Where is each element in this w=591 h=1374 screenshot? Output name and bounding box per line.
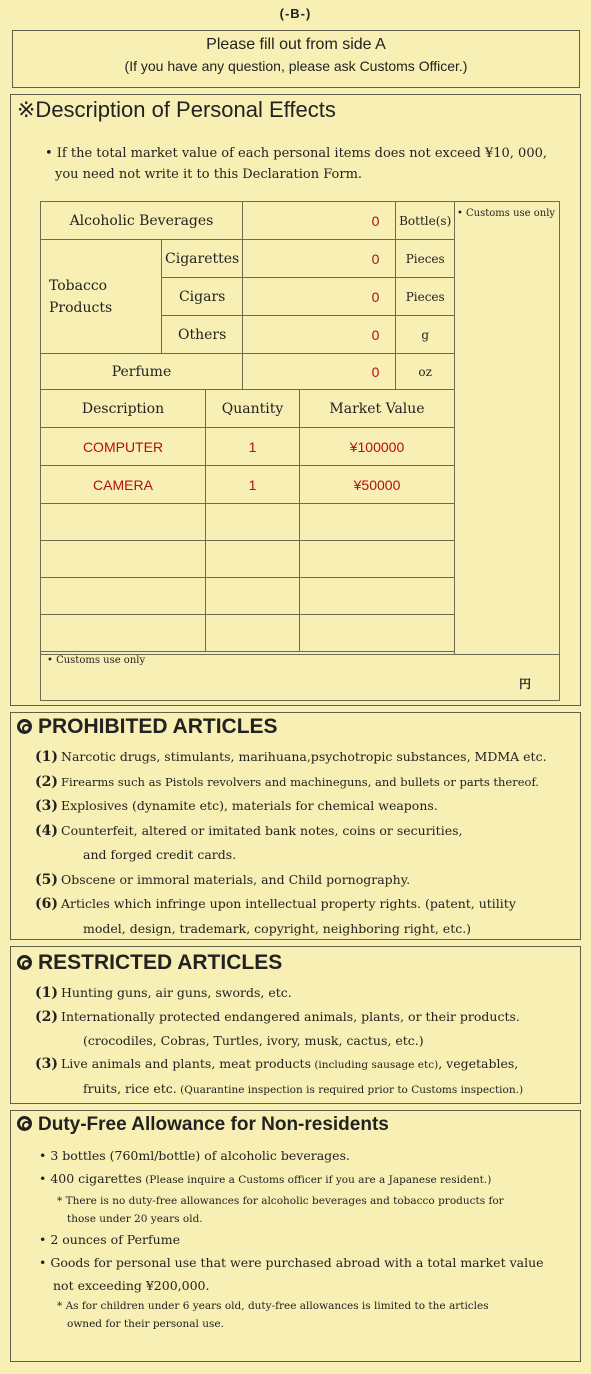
yen-mark: 円: [519, 677, 532, 691]
customs-use-note-top: • Customs use only: [456, 208, 556, 219]
goods-quantity-table: [40, 201, 455, 390]
item-number: (6): [35, 896, 58, 912]
item-number: (3): [35, 798, 58, 814]
item-text: Explosives (dynamite etc), materials for chemical weapons.: [61, 798, 438, 813]
list-item: [35, 981, 523, 1005]
list-item: [35, 794, 547, 819]
item-text-tail: , vegetables,: [438, 1056, 519, 1071]
others-unit: g: [396, 316, 455, 354]
cigars-value: 0: [242, 278, 395, 316]
item-number: (2): [35, 1009, 58, 1025]
note-line: owned for their personal use.: [67, 1318, 224, 1330]
column-market-value: Market Value: [300, 390, 455, 428]
note-line: * There is no duty-free allowances for alcoholic beverages and tobacco products for: [57, 1195, 504, 1207]
item-market-value: ¥50000: [300, 466, 455, 504]
cigarettes-unit: Pieces: [396, 240, 455, 278]
alcohol-value: 0: [242, 202, 395, 240]
list-item: [35, 892, 547, 917]
perfume-value: 0: [242, 354, 395, 390]
instruction-line-1: Please fill out from side A: [206, 36, 386, 53]
prohibited-heading: [17, 715, 278, 739]
item-text: Narcotic drugs, stimulants, marihuana,psychotropic substances, MDMA etc.: [61, 749, 547, 764]
personal-effects-title: ※Description of Personal Effects: [17, 97, 336, 122]
perfume-unit: oz: [396, 354, 455, 390]
item-description: COMPUTER: [41, 428, 206, 466]
table-row: [41, 428, 455, 466]
alcohol-unit: Bottle(s): [396, 202, 455, 240]
item-number: (1): [35, 749, 58, 765]
double-circle-icon: [17, 955, 32, 970]
item-text: Live animals and plants, meat products: [61, 1056, 311, 1071]
item-text: Counterfeit, altered or imitated bank notes, coins or securities,: [61, 822, 463, 838]
item-number: (5): [35, 871, 58, 888]
item-number: (1): [35, 985, 58, 1001]
personal-effects-section: [10, 94, 581, 706]
cigarettes-value: 0: [242, 240, 395, 278]
note-line: * As for children under 6 years old, duty-free allowances is limited to the articles: [57, 1300, 489, 1312]
item-text: Internationally protected endangered animals, plants, or their products.: [61, 1009, 520, 1024]
note-line: those under 20 years old.: [67, 1213, 203, 1225]
instruction-box: [12, 30, 580, 88]
cigars-label: Cigars: [162, 278, 243, 316]
list-item: [35, 745, 547, 770]
list-item: [35, 1005, 523, 1029]
item-number: (4): [35, 822, 58, 839]
double-circle-icon: [17, 719, 32, 734]
duty-free-title: Duty-Free Allowance for Non-residents: [38, 1114, 389, 1135]
table-row-empty: [41, 615, 455, 652]
list-item: [35, 819, 547, 844]
cigars-unit: Pieces: [396, 278, 455, 316]
table-row: [41, 466, 455, 504]
declared-items-table: [40, 389, 455, 652]
item-text-cont: fruits, rice etc.: [83, 1081, 177, 1096]
customs-use-note-bottom: • Customs use only: [47, 655, 146, 666]
restricted-heading: [17, 951, 282, 975]
item-number: (2): [35, 773, 58, 790]
item-text-small: (Please inquire a Customs officer if you are a Japanese resident.): [141, 1174, 492, 1186]
restricted-section: [10, 946, 581, 1104]
perfume-label: Perfume: [41, 354, 243, 390]
item-text: Obscene or immoral materials, and Child pornography.: [61, 871, 411, 887]
list-item: [35, 868, 547, 893]
page-mark: (-B-): [279, 6, 312, 21]
table-row-empty: [41, 504, 455, 541]
item-text-small: (including sausage etc): [310, 1059, 439, 1071]
item-text: • 400 cigarettes: [39, 1171, 142, 1186]
item-number: (3): [35, 1056, 58, 1072]
prohibited-list: [35, 745, 547, 941]
item-text: Articles which infringe upon intellectual property rights. (patent, utility: [61, 896, 516, 911]
item-text-continued: (crocodiles, Cobras, Turtles, ivory, musk, cactus, etc.): [83, 1033, 424, 1048]
list-item: [39, 1167, 544, 1192]
value-note-line-1: • If the total market value of each personal items does not exceed ¥10, 000,: [45, 146, 548, 161]
double-circle-icon: [17, 1116, 32, 1131]
column-quantity: Quantity: [206, 390, 300, 428]
duty-free-heading: [17, 1114, 389, 1136]
table-row-empty: [41, 541, 455, 578]
prohibited-section: [10, 712, 581, 940]
column-description: Description: [41, 390, 206, 428]
duty-free-list: [39, 1144, 544, 1333]
cigarettes-label: Cigarettes: [162, 240, 243, 278]
item-quantity: 1: [206, 428, 300, 466]
item-text-continued: not exceeding ¥200,000.: [53, 1278, 210, 1293]
item-text-continued: [35, 1077, 523, 1102]
list-item: [35, 1052, 523, 1077]
item-text: Hunting guns, air guns, swords, etc.: [61, 985, 292, 1000]
restricted-title: RESTRICTED ARTICLES: [38, 951, 283, 974]
others-value: 0: [242, 316, 395, 354]
item-market-value: ¥100000: [300, 428, 455, 466]
alcohol-label: Alcoholic Beverages: [41, 202, 243, 240]
table-row-empty: [41, 578, 455, 615]
item-text-continued: model, design, trademark, copyright, neighboring right, etc.): [83, 920, 472, 936]
tobacco-label: Tobacco Products: [41, 240, 162, 354]
list-item: [35, 770, 547, 795]
instruction-line-2: (If you have any question, please ask Customs Officer.): [124, 58, 468, 74]
restricted-list: [35, 981, 523, 1102]
value-note-line-2: you need not write it to this Declaration Form.: [55, 167, 363, 182]
list-item: • 3 bottles (760ml/bottle) of alcoholic beverages.: [39, 1148, 350, 1163]
list-item: • 2 ounces of Perfume: [39, 1232, 180, 1247]
item-quantity: 1: [206, 466, 300, 504]
prohibited-title: PROHIBITED ARTICLES: [38, 715, 278, 738]
item-text: Firearms such as Pistols revolvers and machineguns, and bullets or parts thereof.: [61, 774, 539, 789]
list-item: • Goods for personal use that were purchased abroad with a total market value: [39, 1255, 544, 1270]
duty-free-section: [10, 1110, 581, 1362]
item-text-continued: and forged credit cards.: [83, 847, 237, 862]
others-label: Others: [162, 316, 243, 354]
item-text-cont-small: (Quarantine inspection is required prior to Customs inspection.): [176, 1084, 524, 1096]
item-description: CAMERA: [41, 466, 206, 504]
